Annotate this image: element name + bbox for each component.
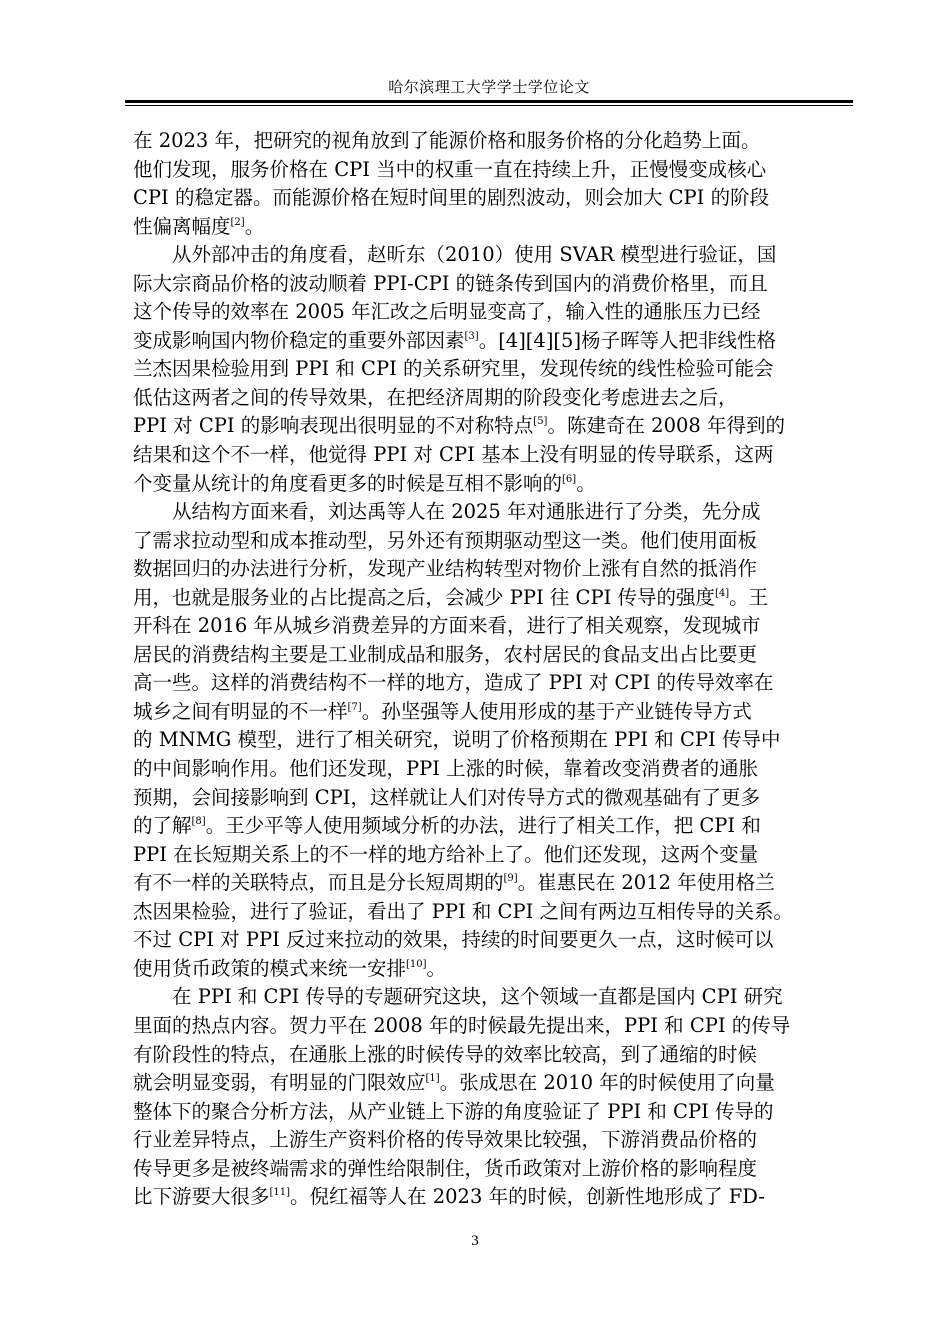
text-line <box>133 983 847 1012</box>
line-text: 了需求拉动型和成本推动型，另外还有预期驱动型这一类。他们使用面板 <box>133 528 758 552</box>
line-text: PPI 在长短期关系上的不一样的地方给补上了。他们还发现，这两个变量 <box>133 842 759 866</box>
citation-superscript: [8] <box>191 816 206 828</box>
line-text: 从结构方面来看，刘达禹等人在 2025 年对通胀进行了分类，先分成 <box>172 500 761 524</box>
text-line <box>133 270 847 299</box>
line-text: 使用货币政策的模式来统一安排 <box>133 956 407 980</box>
text-line <box>133 926 847 955</box>
line-text: 用，也就是服务业的占比提高之后，会减少 PPI 往 CPI 传导的强度 <box>133 585 715 609</box>
line-text: 结果和这个不一样，他觉得 PPI 对 CPI 基本上没有明显的传导联系，这两 <box>133 443 774 467</box>
line-text: 预期，会间接影响到 CPI，这样就让人们对传导方式的微观基础有了更多 <box>133 785 760 809</box>
line-text: 兰杰因果检验用到 PPI 和 CPI 的关系研究里，发现传统的线性检验可能会 <box>133 357 774 381</box>
text-line <box>133 869 847 898</box>
text-line <box>133 213 847 242</box>
citation-superscript: [9] <box>503 873 518 885</box>
text-line <box>133 1126 847 1155</box>
text-line <box>133 1012 847 1041</box>
line-text: 在 PPI 和 CPI 传导的专题研究这块，这个领域一直都是国内 CPI 研究 <box>172 985 783 1009</box>
citation-superscript: [2] <box>230 216 245 228</box>
line-text: 有阶段性的特点，在通胀上涨的时候传导的效率比较高，到了通缩的时候 <box>133 1042 758 1066</box>
line-text-after-citation: 。崔惠民在 2012 年使用格兰 <box>517 871 775 895</box>
line-text: 有不一样的关联特点，而且是分长短周期的 <box>133 871 504 895</box>
line-text-after-citation: 。孙坚强等人使用形成的基于产业链传导方式 <box>361 699 752 723</box>
text-line <box>133 898 847 927</box>
line-text: 他们发现，服务价格在 CPI 当中的权重一直在持续上升，正慢慢变成核心 <box>133 157 767 181</box>
line-text: 的中间影响作用。他们还发现，PPI 上涨的时候，靠着改变消费者的通胀 <box>133 757 759 781</box>
line-text: 开科在 2016 年从城乡消费差异的方面来看，进行了相关观察，发现城市 <box>133 614 761 638</box>
text-line <box>133 812 847 841</box>
text-line <box>133 841 847 870</box>
text-line <box>133 755 847 784</box>
line-text: 个变量从统计的角度看更多的时候是互相不影响的 <box>133 471 563 495</box>
citation-superscript: [11] <box>269 1187 291 1199</box>
line-text-after-citation: 。 <box>426 956 447 980</box>
text-line <box>133 784 847 813</box>
citation-superscript: [10] <box>406 958 427 970</box>
text-line <box>133 241 847 270</box>
citation-superscript: [7] <box>347 701 362 713</box>
citation-superscript: [5] <box>533 416 548 428</box>
text-line <box>133 955 847 984</box>
line-text-after-citation: 。王 <box>729 585 769 609</box>
text-line <box>133 327 847 356</box>
text-line <box>133 156 847 185</box>
line-text: 整体下的聚合分析方法，从产业链上下游的角度验证了 PPI 和 CPI 传导的 <box>133 1099 774 1123</box>
line-text-after-citation: 。 <box>244 214 265 238</box>
line-text: 数据回归的办法进行分析，发现产业结构转型对物价上涨有自然的抵消作 <box>133 557 758 581</box>
text-line <box>133 298 847 327</box>
line-text-after-citation: 。[4][4][5]杨子晖等人把非线性格 <box>478 328 777 352</box>
text-line <box>133 1098 847 1127</box>
body-text <box>133 127 847 1212</box>
line-text: 传导更多是被终端需求的弹性给限制住，货币政策对上游价格的影响程度 <box>133 1156 758 1180</box>
page-number: 3 <box>471 1233 479 1249</box>
line-text-after-citation: 。陈建奇在 2008 年得到的 <box>547 414 785 438</box>
text-line <box>133 641 847 670</box>
text-line <box>133 498 847 527</box>
text-line <box>133 1069 847 1098</box>
line-text: 不过 CPI 对 PPI 反过来拉动的效果，持续的时间要更久一点，这时候可以 <box>133 928 774 952</box>
line-text: 里面的热点内容。贺力平在 2008 年的时候最先提出来，PPI 和 CPI 的传导 <box>133 1013 791 1037</box>
line-text: 从外部冲击的角度看，赵昕东（2010）使用 SVAR 模型进行验证，国 <box>172 243 777 267</box>
line-text: 比下游要大很多 <box>133 1185 270 1209</box>
text-line <box>133 384 847 413</box>
citation-superscript: [1] <box>425 1073 440 1085</box>
text-line <box>133 698 847 727</box>
line-text: 低估这两者之间的传导效果，在把经济周期的阶段变化考虑进去之后， <box>133 385 738 409</box>
line-text: 居民的消费结构主要是工业制成品和服务，农村居民的食品支出占比要更 <box>133 642 758 666</box>
text-line <box>133 470 847 499</box>
line-text: 的 MNMG 模型，进行了相关研究，说明了价格预期在 PPI 和 CPI 传导中 <box>133 728 781 752</box>
line-text: 在 2023 年，把研究的视角放到了能源价格和服务价格的分化趋势上面。 <box>133 129 761 152</box>
citation-superscript: [3] <box>464 330 479 342</box>
line-text: 这个传导的效率在 2005 年汇改之后明显变高了，输入性的通胀压力已经 <box>133 300 761 324</box>
line-text: 杰因果检验，进行了验证，看出了 PPI 和 CPI 之间有两边互相传导的关系。 <box>133 899 793 923</box>
text-line <box>133 584 847 613</box>
text-line <box>133 355 847 384</box>
text-line <box>133 612 847 641</box>
line-text: 城乡之间有明显的不一样 <box>133 699 348 723</box>
line-text: 变成影响国内物价稳定的重要外部因素 <box>133 328 465 352</box>
line-text: 的了解 <box>133 814 192 838</box>
line-text: 就会明显变弱，有明显的门限效应 <box>133 1071 426 1095</box>
line-text: 行业差异特点，上游生产资料价格的传导效果比较强，下游消费品价格的 <box>133 1128 758 1152</box>
text-line <box>133 412 847 441</box>
header-rule-thick <box>125 100 853 103</box>
citation-superscript: [4] <box>714 587 730 599</box>
text-line <box>133 441 847 470</box>
text-line <box>133 1155 847 1184</box>
line-text: CPI 的稳定器。而能源价格在短时间里的剧烈波动，则会加大 CPI 的阶段 <box>133 186 770 210</box>
header-rule-thin <box>125 105 853 106</box>
text-line <box>133 527 847 556</box>
citation-superscript: [6] <box>562 473 577 485</box>
text-line <box>133 184 847 213</box>
line-text-after-citation: 。张成思在 2010 年的时候使用了向量 <box>439 1071 775 1095</box>
line-text: 性偏离幅度 <box>133 214 231 238</box>
text-line <box>133 1041 847 1070</box>
line-text: 际大宗商品价格的波动顺着 PPI-CPI 的链条传到国内的消费价格里，而且 <box>133 271 768 295</box>
text-line <box>133 127 847 156</box>
text-line <box>133 555 847 584</box>
line-text: PPI 对 CPI 的影响表现出很明显的不对称特点 <box>133 414 534 438</box>
line-text-after-citation: 。王少平等人使用频域分析的办法，进行了相关工作，把 CPI 和 <box>205 814 761 838</box>
text-line <box>133 669 847 698</box>
line-text: 高一些。这样的消费结构不一样的地方，造成了 PPI 对 CPI 的传导效率在 <box>133 671 774 695</box>
text-line <box>133 726 847 755</box>
text-line <box>133 1183 847 1212</box>
line-text-after-citation: 。 <box>576 471 596 495</box>
running-header: 哈尔滨理工大学学士学位论文 <box>388 78 590 96</box>
line-text-after-citation: 。倪红福等人在 2023 年的时候，创新性地形成了 FD- <box>290 1185 765 1209</box>
